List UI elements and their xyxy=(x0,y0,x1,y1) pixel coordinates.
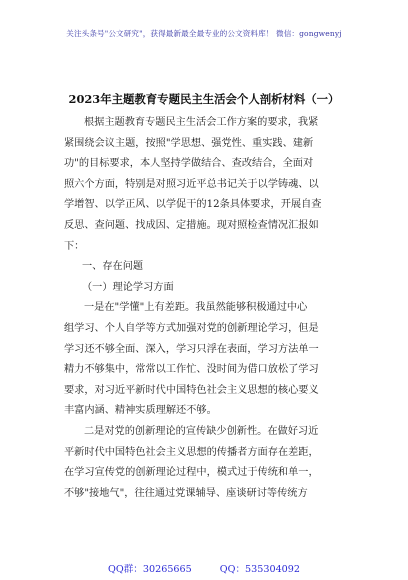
paragraph-line: 不够"接地气"，往往通过党课辅导、座谈研讨等传统方 xyxy=(64,487,308,499)
paragraph-line: 在学习宣传党的创新理论过程中，模式过于传统和单一， xyxy=(64,467,319,479)
intro-line: 下： xyxy=(64,240,85,252)
paragraph-line: 精力不够集中，常常以工作忙、没时间为借口放松了学习 xyxy=(64,364,319,376)
paragraph-line: 平新时代中国特色社会主义思想的传播者方面存在差距， xyxy=(64,446,319,458)
section-heading: 一、存在问题 xyxy=(82,261,144,273)
intro-line: 紧围绕会议主题，按照"学思想、强党性、重实践、建新 xyxy=(64,137,314,149)
intro-paragraph xyxy=(64,113,348,257)
paragraph-1 xyxy=(64,298,348,422)
intro-line: 反思、查问题、找成因、定措施。现对照检查情况汇报如 xyxy=(64,219,319,231)
paragraph-line: 二是对党的创新理论的宣传缺少创新性。在做好习近 xyxy=(84,425,319,437)
qq-group-number: QQ群：30265665 xyxy=(107,564,192,575)
top-banner: 关注头条号"公文研究"，获得最新最全最专业的公文资料库！ 微信：gongwenyj xyxy=(66,29,342,38)
document-body xyxy=(64,113,348,504)
paragraph-line: 学习还不够全面、深入，学习只浮在表面，学习方法单一 xyxy=(64,343,319,355)
paragraph-2 xyxy=(64,422,348,504)
subsection-heading: （一）理论学习方面 xyxy=(82,281,174,293)
intro-line: 学增智、以学正风、以学促干的12条具体要求，开展自查 xyxy=(64,199,322,211)
document-title: 2023年主题教育专题民主生活会个人剖析材料（一） xyxy=(68,92,340,106)
intro-line: 功"的目标要求，本人坚持学做结合、查改结合，全面对 xyxy=(64,158,314,170)
paragraph-line: 一是在"学懂"上有差距。我虽然能够积极通过中心 xyxy=(84,302,308,314)
paragraph-line: 要求，对习近平新时代中国特色社会主义思想的核心要义 xyxy=(64,384,319,396)
paragraph-line: 组学习、个人自学等方式加强对党的创新理论学习，但是 xyxy=(64,322,319,334)
contact-footer xyxy=(0,561,408,575)
intro-line: 照六个方面，特别是对照习近平总书记关于以学铸魂、以 xyxy=(64,178,319,190)
intro-line: 根据主题教育专题民主生活会工作方案的要求，我紧 xyxy=(84,117,319,128)
paragraph-line: 丰富内涵、精神实质理解还不够。 xyxy=(64,405,217,417)
qq-number: QQ：535304092 xyxy=(219,564,300,575)
